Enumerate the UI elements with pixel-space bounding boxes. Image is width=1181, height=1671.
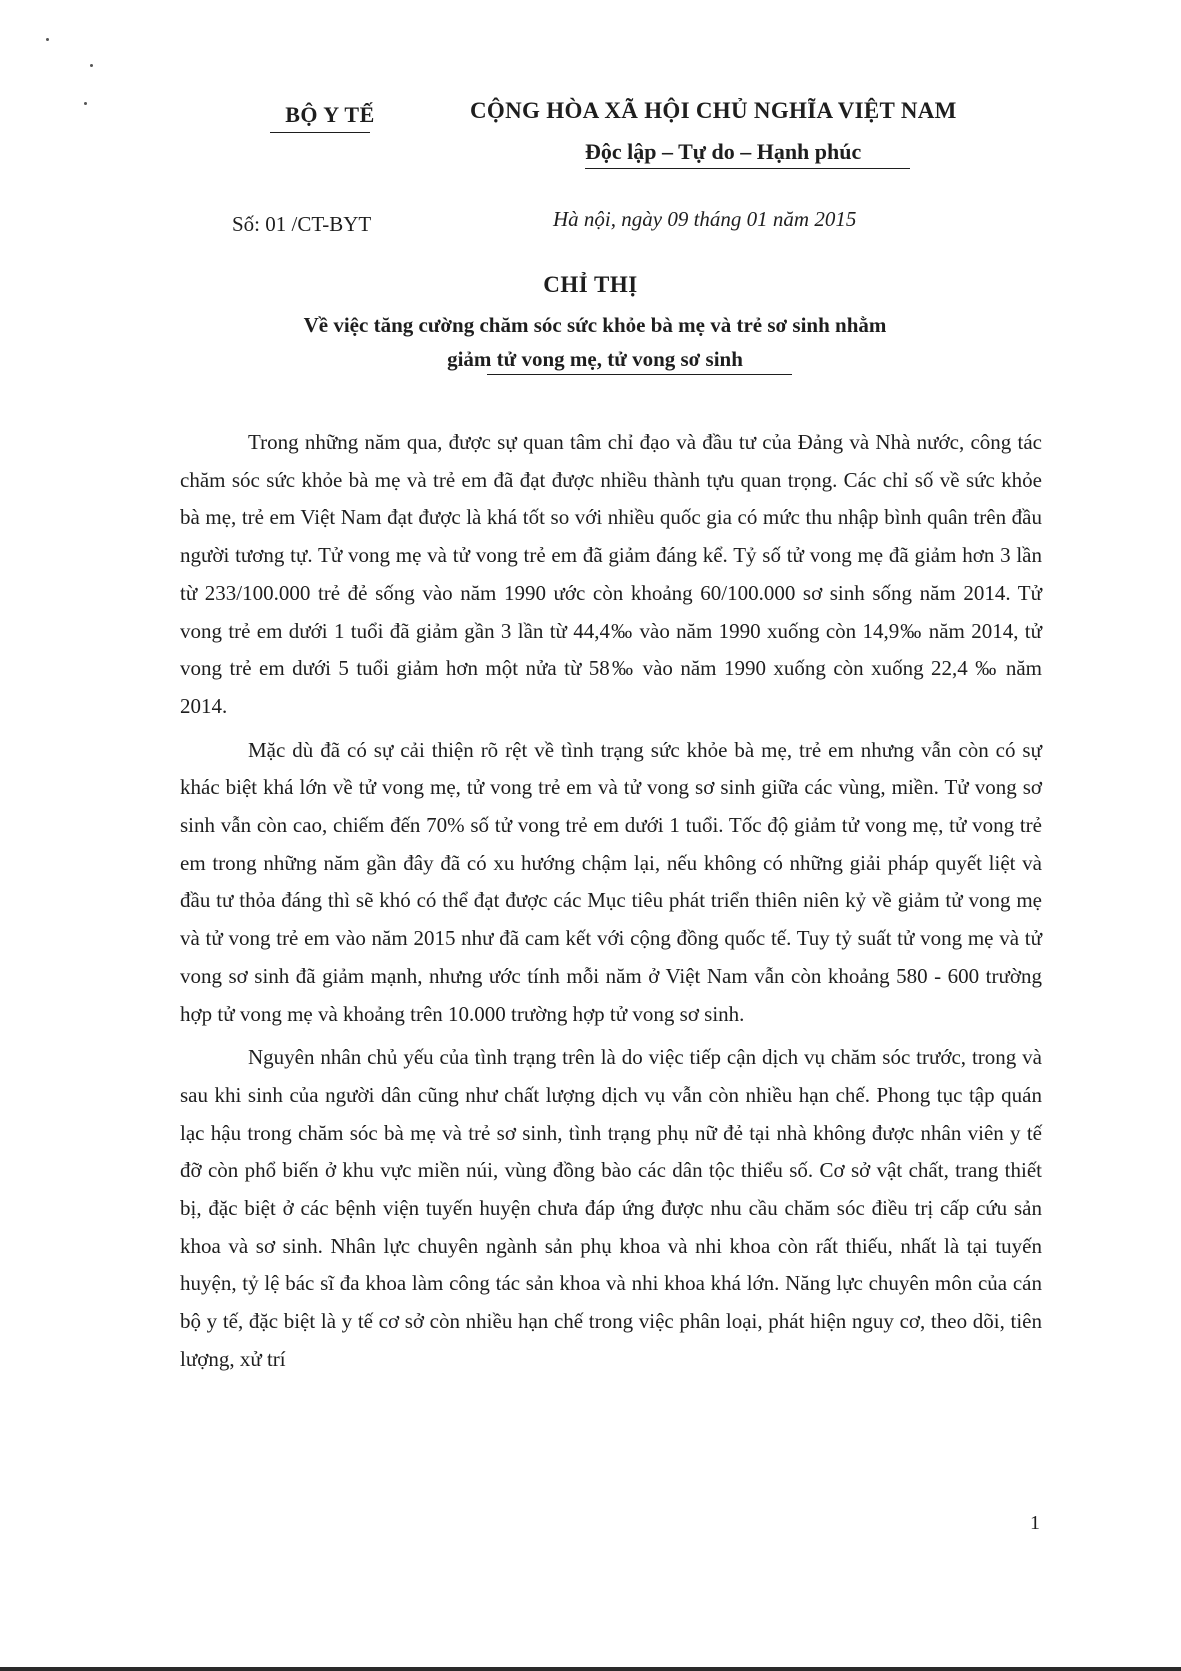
body-paragraph: Mặc dù đã có sự cải thiện rõ rệt về tình trạng sức khỏe bà mẹ, trẻ em nhưng vẫn còn có sự khác biệt khá lớn về tử vong mẹ, tử vong trẻ em và tử vong sơ sinh giữa các vùng, miền. Tử vong sơ sinh vẫn còn cao, chiếm đến 70% số tử vong trẻ em dưới 1 tuổi. Tốc độ giảm tử vong mẹ, tử vong trẻ em trong những năm gần đây đã có xu hướng chậm lại, nếu không có những giải pháp quyết liệt và đầu tư thỏa đáng thì sẽ khó có thể đạt được các Mục tiêu phát triển thiên niên kỷ về giảm tử vong mẹ và tử vong trẻ em vào năm 2015 như đã cam kết với cộng đồng quốc tế. Tuy tỷ suất tử vong mẹ và tử vong sơ sinh đã giảm mạnh, nhưng ước tính mỗi năm ở Việt Nam vẫn còn khoảng 580 - 600 trường hợp tử vong mẹ và khoảng trên 10.000 trường hợp tử vong sơ sinh.	[180, 737, 1042, 1026]
national-motto: Độc lập – Tự do – Hạnh phúc	[585, 139, 862, 164]
scan-speck	[84, 102, 87, 105]
body-paragraph: Nguyên nhân chủ yếu của tình trạng trên là do việc tiếp cận dịch vụ chăm sóc trước, trong và sau khi sinh của người dân cũng như chất lượng dịch vụ vẫn còn nhiều hạn chế. Phong tục tập quán lạc hậu trong chăm sóc bà mẹ và trẻ sơ sinh, tình trạng phụ nữ đẻ tại nhà không được nhân viên y tế đỡ còn phổ biến ở khu vực miền núi, vùng đồng bào các dân tộc thiểu số. Cơ sở vật chất, trang thiết bị, đặc biệt ở các bệnh viện tuyến huyện chưa đáp ứng được nhu cầu chăm sóc điều trị cấp cứu sản khoa và sơ sinh. Nhân lực chuyên ngành sản phụ khoa và nhi khoa còn rất thiếu, nhất là tại tuyến huyện, tỷ lệ bác sĩ đa khoa làm công tác sản khoa và nhi khoa khá lớn. Năng lực chuyên môn của cán bộ y tế, đặc biệt là y tế cơ sở còn nhiều hạn chế trong việc phân loại, phát hiện nguy cơ, theo dõi, tiên lượng, xử trí	[180, 1045, 1042, 1371]
scan-speck	[46, 38, 49, 41]
document-subject	[180, 308, 1010, 376]
page-number: 1	[1030, 1512, 1040, 1534]
issuing-agency: BỘ Y TẾ	[285, 102, 375, 127]
national-title: CỘNG HÒA XÃ HỘI CHỦ NGHĨA VIỆT NAM	[470, 98, 957, 123]
motto-underline	[585, 168, 910, 169]
agency-underline	[270, 132, 370, 133]
subject-line-2: giảm tử vong mẹ, tử vong sơ sinh	[447, 347, 743, 371]
document-body	[180, 424, 1042, 1385]
subject-line-1: Về việc tăng cường chăm sóc sức khỏe bà mẹ và trẻ sơ sinh nhằm	[303, 313, 887, 337]
document-type: CHỈ THỊ	[543, 272, 638, 297]
scan-bottom-edge	[0, 1667, 1181, 1671]
scan-speck	[90, 64, 93, 67]
body-paragraph: Trong những năm qua, được sự quan tâm chỉ đạo và đầu tư của Đảng và Nhà nước, công tác chăm sóc sức khỏe bà mẹ và trẻ em đã đạt được nhiều thành tựu quan trọng. Các chỉ số về sức khỏe bà mẹ, trẻ em Việt Nam đạt được là khá tốt so với nhiều quốc gia có mức thu nhập bình quân trên đầu người tương tự. Tử vong mẹ và tử vong trẻ em đã giảm đáng kể. Tỷ số tử vong mẹ đã giảm hơn 3 lần từ 233/100.000 trẻ đẻ sống vào năm 1990 ước còn khoảng 60/100.000 sơ sinh sống năm 2014. Tử vong trẻ em dưới 1 tuổi đã giảm gần 3 lần từ 44,4‰ vào năm 1990 xuống còn 14,9‰ năm 2014, tử vong trẻ em dưới 5 tuổi giảm hơn một nửa từ 58‰ vào năm 1990 xuống còn xuống 22,4 ‰ năm 2014.	[180, 430, 1042, 718]
subject-underline	[487, 374, 792, 375]
place-and-date: Hà nội, ngày 09 tháng 01 năm 2015	[553, 207, 857, 231]
document-number: Số: 01 /CT-BYT	[232, 212, 372, 236]
